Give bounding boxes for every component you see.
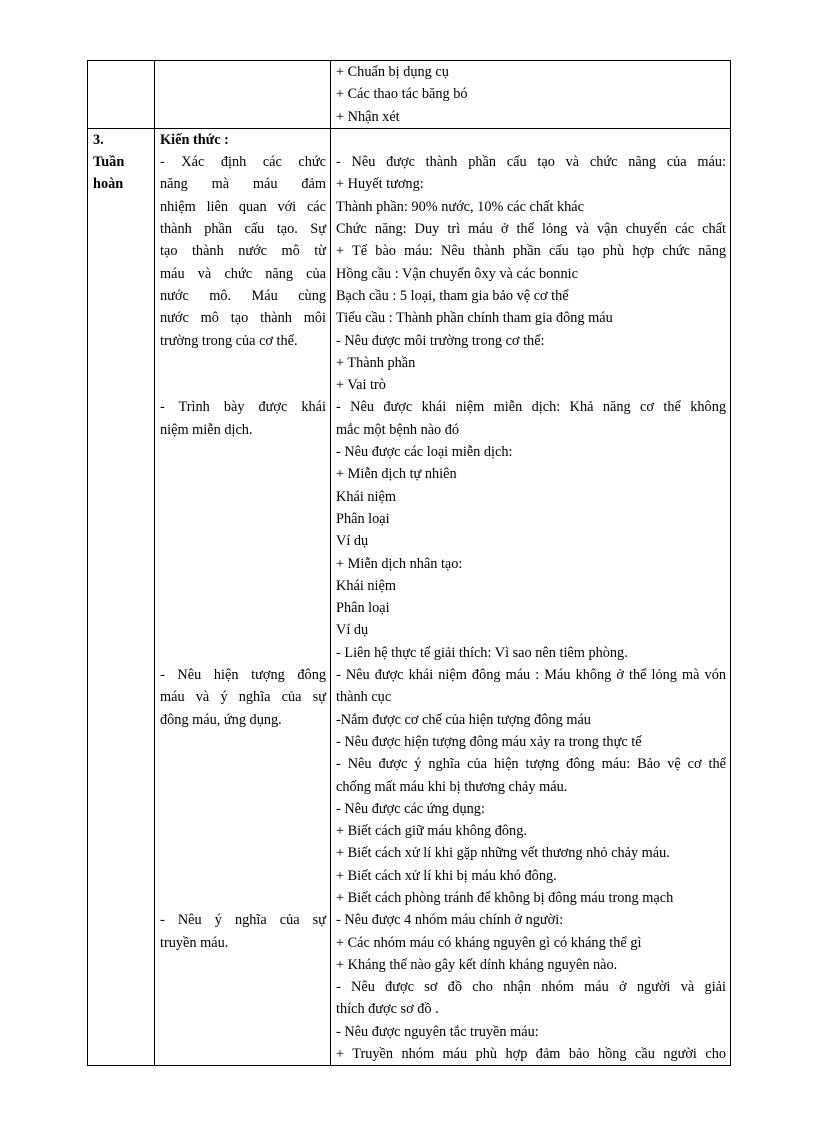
goal-line: - Nêu ý nghĩa của sự — [160, 912, 326, 929]
goal-line: - Trình bày được khái — [160, 399, 326, 416]
goal-line: máu và chức năng của — [160, 265, 326, 282]
details-cell — [331, 61, 731, 129]
detail-line: + Vai trò — [336, 377, 386, 394]
detail-line: - Nêu được khái niệm đông máu : Máu không ở thể lỏng mà vón — [336, 667, 726, 684]
detail-line: Hồng cầu : Vận chuyển ôxy và các bonnic — [336, 265, 578, 282]
spacer — [160, 776, 326, 798]
spacer — [160, 486, 326, 508]
detail-line: + Miễn dịch tự nhiên — [336, 466, 457, 483]
detail-line: + Truyền nhóm máu phù hợp đảm bảo hồng cầu người cho — [336, 1046, 726, 1063]
goal-line: tạo thành nước mô từ — [160, 243, 326, 260]
detail-line: thành cục — [336, 689, 392, 706]
detail-line: Ví dụ — [336, 533, 369, 550]
detail-line: + Biết cách xử lí khi gặp những vết thương nhỏ chảy máu. — [336, 845, 670, 862]
goal-line: - Xác định các chức — [160, 154, 326, 171]
detail-line: -Nắm được cơ chế của hiện tượng đông máu — [336, 711, 591, 728]
detail-line: Phân loại — [336, 510, 390, 527]
goal-line: nước mô. Máu cùng — [160, 287, 326, 304]
detail-line: thích được sơ đồ . — [336, 1001, 439, 1018]
detail-line: Ví dụ — [336, 622, 369, 639]
spacer — [160, 820, 326, 842]
spacer — [336, 129, 726, 151]
detail-line: + Biết cách giữ máu không đông. — [336, 823, 527, 840]
spacer — [160, 508, 326, 530]
detail-line: + Kháng thể nào gây kết dính kháng nguyên nào. — [336, 956, 618, 973]
details-list — [336, 151, 726, 1065]
spacer — [160, 374, 326, 396]
goal-line: niệm miễn dịch. — [160, 421, 253, 438]
goal-cell-empty — [155, 61, 331, 129]
detail-line: + Nhận xét — [336, 108, 400, 125]
detail-line: - Nêu được khái niệm miễn dịch: Khả năng cơ thể không — [336, 399, 726, 416]
detail-line: + Các thao tác băng bó — [336, 86, 468, 103]
detail-line: - Nêu được nguyên tắc truyền máu: — [336, 1023, 539, 1040]
detail-line: + Chuẩn bị dụng cụ — [336, 64, 449, 80]
table-row — [88, 61, 731, 129]
detail-line: + Tế bào máu: Nêu thành phần cấu tạo phù hợp chức năng — [336, 243, 726, 260]
table-row — [88, 128, 731, 1065]
detail-line: + Biết cách phòng tránh để không bị đông máu trong mạch — [336, 889, 674, 906]
topic-number: 3. — [93, 131, 104, 148]
goal-line: năng mà máu đảm — [160, 176, 326, 193]
spacer — [160, 553, 326, 575]
spacer — [160, 352, 326, 374]
spacer — [160, 463, 326, 485]
detail-line: Khái niệm — [336, 488, 396, 505]
detail-line: Thành phần: 90% nước, 10% các chất khác — [336, 198, 584, 215]
detail-line: Bạch cầu : 5 loại, tham gia bảo vệ cơ thể — [336, 287, 569, 304]
goal-line: trường trong của cơ thể. — [160, 332, 298, 349]
detail-line: + Biết cách xử lí khi bị máu khó đông. — [336, 867, 557, 884]
details-cell — [331, 128, 731, 1065]
goal-line: - Nêu hiện tượng đông — [160, 667, 326, 684]
detail-line: + Các nhóm máu có kháng nguyên gì có kháng thể gì — [336, 934, 642, 951]
detail-line: - Nêu được hiện tượng đông máu xảy ra trong thực tế — [336, 733, 642, 750]
detail-line: Chức năng: Duy trì máu ở thể lỏng và vận chuyển các chất — [336, 221, 726, 238]
goal-line: nhiệm liên quan với các — [160, 198, 326, 215]
spacer — [160, 865, 326, 887]
detail-line: + Huyết tương: — [336, 176, 424, 193]
detail-line: Phân loại — [336, 600, 390, 617]
spacer — [160, 842, 326, 864]
topic-cell-empty — [88, 61, 155, 129]
section-heading: Kiến thức : — [160, 131, 229, 148]
detail-line: - Nêu được môi trường trong cơ thể: — [336, 332, 545, 349]
detail-line: + Miễn dịch nhân tạo: — [336, 555, 463, 572]
spacer — [160, 575, 326, 597]
detail-line: - Liên hệ thực tế giải thích: Vì sao nên tiêm phòng. — [336, 644, 628, 661]
goal-line: thành phần cấu tạo. Sự — [160, 221, 326, 238]
detail-line: Khái niệm — [336, 577, 396, 594]
spacer — [160, 798, 326, 820]
detail-line: - Nêu được thành phần cấu tạo và chức năng của máu: — [336, 154, 726, 171]
spacer — [160, 642, 326, 664]
goal-cell — [155, 128, 331, 1065]
detail-line: mắc một bệnh nào đó — [336, 421, 460, 438]
detail-line: + Thành phần — [336, 354, 416, 371]
detail-line: - Nêu được các ứng dụng: — [336, 800, 485, 817]
spacer — [160, 731, 326, 753]
spacer — [160, 530, 326, 552]
detail-line: - Nêu được 4 nhóm máu chính ở người: — [336, 912, 564, 929]
topic-cell — [88, 128, 155, 1065]
detail-line: - Nêu được sơ đồ cho nhận nhóm máu ở người và giải — [336, 979, 726, 996]
curriculum-table — [87, 60, 731, 1066]
detail-line: chống mất máu khi bị thương chảy máu. — [336, 778, 568, 795]
detail-line: Tiểu cầu : Thành phần chính tham gia đông máu — [336, 310, 613, 327]
detail-line: - Nêu được ý nghĩa của hiện tượng đông máu: Bảo vệ cơ thể — [336, 756, 726, 773]
spacer — [160, 597, 326, 619]
goal-line: đông máu, ứng dụng. — [160, 711, 282, 728]
topic-title-line: hoàn — [93, 176, 124, 193]
topic-title-line: Tuần — [93, 154, 125, 171]
detail-line: - Nêu được các loại miễn dịch: — [336, 444, 513, 461]
goal-line: máu và ý nghĩa của sự — [160, 689, 326, 706]
spacer — [160, 441, 326, 463]
goal-line: truyền máu. — [160, 934, 229, 951]
goal-line: nước mô tạo thành môi — [160, 310, 326, 327]
spacer — [160, 619, 326, 641]
spacer — [160, 887, 326, 909]
spacer — [160, 753, 326, 775]
